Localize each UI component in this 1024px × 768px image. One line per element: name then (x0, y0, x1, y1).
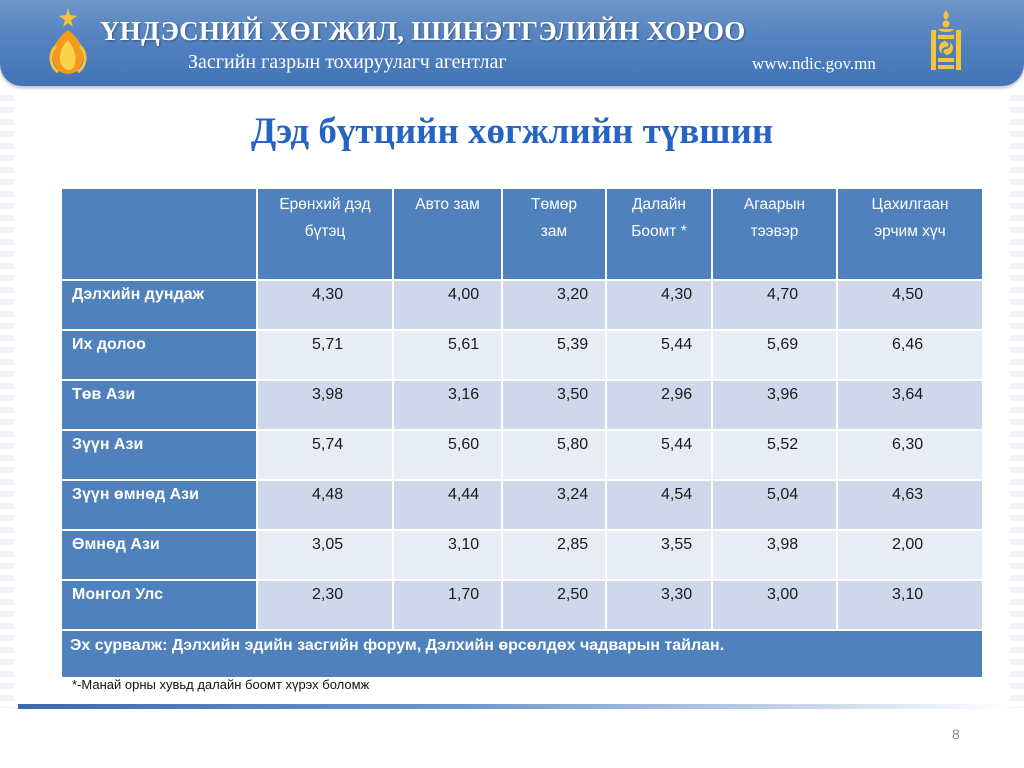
bottom-divider (18, 704, 1008, 709)
table-cell: 2,00 (837, 530, 983, 580)
table-cell: 3,10 (393, 530, 502, 580)
table-row (61, 580, 983, 630)
row-label: Төв Ази (61, 380, 257, 430)
organization-title: ҮНДЭСНИЙ ХӨГЖИЛ, ШИНЭТГЭЛИЙН ХОРОО (100, 16, 746, 46)
slide-title: Дэд бүтцийн хөгжлийн түвшин (250, 111, 774, 152)
table-cell: 3,98 (712, 530, 837, 580)
table-cell: 5,44 (606, 330, 712, 380)
column-header-air-transport: Агаарын тээвэр (712, 188, 837, 280)
table-cell: 5,60 (393, 430, 502, 480)
column-header-seaport: Далайн Боомт * (606, 188, 712, 280)
table-row (61, 280, 983, 330)
flame-emblem-icon (42, 6, 94, 78)
table-row (61, 430, 983, 480)
row-label: Монгол Улс (61, 580, 257, 630)
table-cell: 1,70 (393, 580, 502, 630)
table-cell: 4,54 (606, 480, 712, 530)
table-cell: 2,85 (502, 530, 606, 580)
header-corner-cell (61, 188, 257, 280)
row-label: Зүүн Ази (61, 430, 257, 480)
table-header-row (61, 188, 983, 280)
table-cell: 2,96 (606, 380, 712, 430)
table-cell: 3,64 (837, 380, 983, 430)
table-cell: 4,44 (393, 480, 502, 530)
table-cell: 2,50 (502, 580, 606, 630)
soyombo-emblem-icon (926, 8, 966, 74)
column-header-general: Ерөнхий дэд бүтэц (257, 188, 393, 280)
table-row (61, 480, 983, 530)
table-cell: 4,63 (837, 480, 983, 530)
side-decoration-left (0, 95, 14, 708)
table-cell: 3,30 (606, 580, 712, 630)
website-link[interactable]: www.ndic.gov.mn (752, 54, 876, 73)
table-cell: 3,05 (257, 530, 393, 580)
table-source-row (61, 630, 983, 678)
table-cell: 5,04 (712, 480, 837, 530)
table-cell: 2,30 (257, 580, 393, 630)
table-cell: 4,30 (606, 280, 712, 330)
table-cell: 4,00 (393, 280, 502, 330)
table-cell: 6,46 (837, 330, 983, 380)
table-cell: 4,50 (837, 280, 983, 330)
column-header-roads: Авто зам (393, 188, 502, 280)
side-decoration-right (1010, 95, 1024, 708)
footnote: *-Манай орны хувьд далайн боомт хүрэх боломж (72, 677, 370, 692)
table-cell: 5,52 (712, 430, 837, 480)
table-cell: 5,39 (502, 330, 606, 380)
table-cell: 5,74 (257, 430, 393, 480)
header-banner (0, 0, 1024, 86)
table-cell: 5,71 (257, 330, 393, 380)
table-cell: 3,00 (712, 580, 837, 630)
table-cell: 3,98 (257, 380, 393, 430)
row-label: Дэлхийн дундаж (61, 280, 257, 330)
table-cell: 3,96 (712, 380, 837, 430)
table-cell: 5,44 (606, 430, 712, 480)
column-header-electricity: Цахилгаан эрчим хүч (837, 188, 983, 280)
infrastructure-table (60, 187, 984, 679)
row-label: Их долоо (61, 330, 257, 380)
table-cell: 6,30 (837, 430, 983, 480)
table-cell: 3,50 (502, 380, 606, 430)
column-header-railroad: Төмөр зам (502, 188, 606, 280)
organization-subtitle: Засгийн газрын тохируулагч агентлаг (188, 51, 507, 73)
table-row (61, 530, 983, 580)
table-cell: 3,16 (393, 380, 502, 430)
row-label: Зүүн өмнөд Ази (61, 480, 257, 530)
row-label: Өмнөд Ази (61, 530, 257, 580)
table-row (61, 330, 983, 380)
table-cell: 5,69 (712, 330, 837, 380)
table-cell: 4,30 (257, 280, 393, 330)
table-cell: 3,20 (502, 280, 606, 330)
table-cell: 5,61 (393, 330, 502, 380)
table-cell: 3,55 (606, 530, 712, 580)
table-cell: 3,24 (502, 480, 606, 530)
source-note: Эх сурвалж: Дэлхийн эдийн засгийн форум, Дэлхийн өрсөлдөх чадварын тайлан. (61, 630, 983, 678)
table-cell: 3,10 (837, 580, 983, 630)
table-cell: 4,48 (257, 480, 393, 530)
table-row (61, 380, 983, 430)
page-number: 8 (952, 726, 960, 742)
table-cell: 4,70 (712, 280, 837, 330)
table-cell: 5,80 (502, 430, 606, 480)
